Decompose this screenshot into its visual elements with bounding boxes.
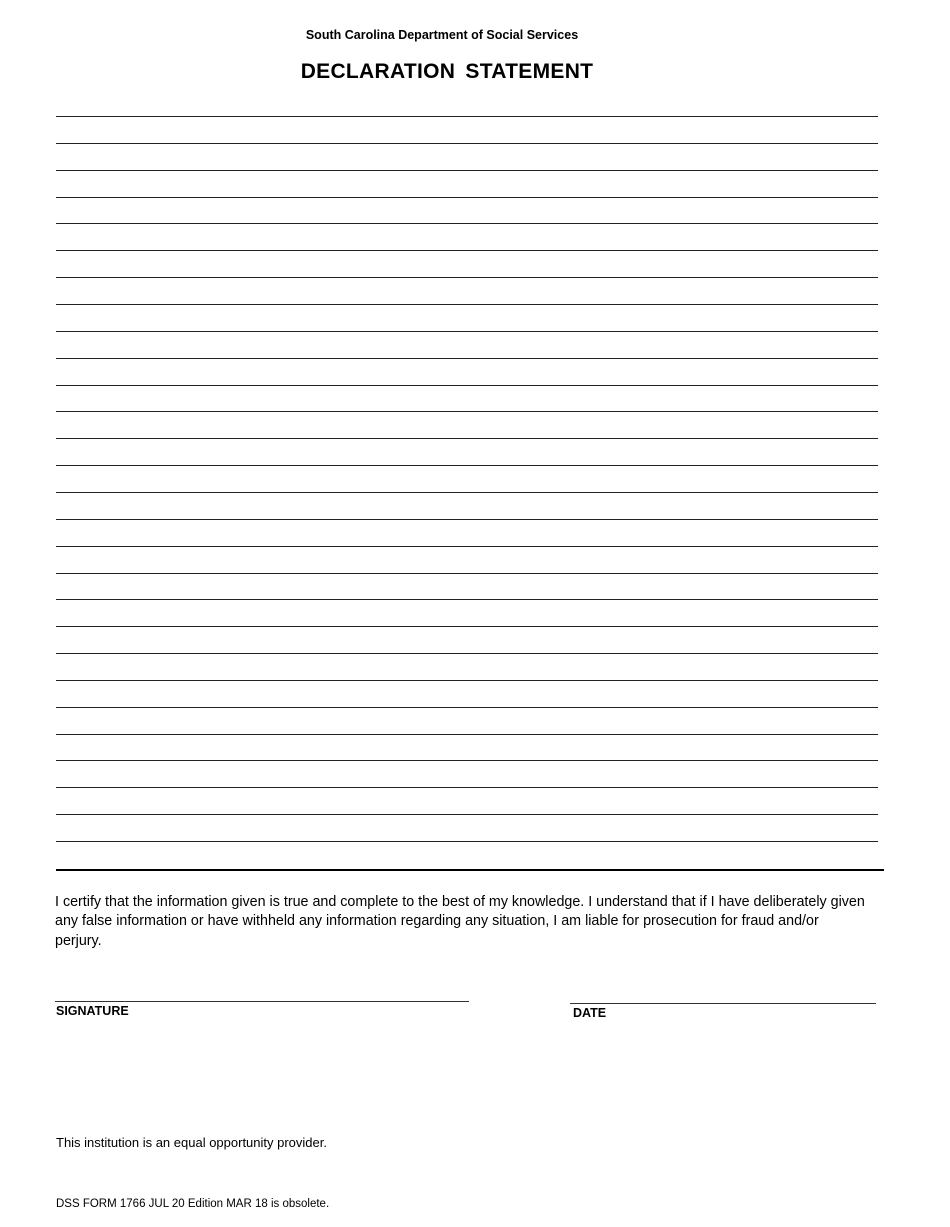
statement-line[interactable] xyxy=(56,358,878,359)
statement-line[interactable] xyxy=(56,143,878,144)
agency-name: South Carolina Department of Social Services xyxy=(305,28,579,42)
statement-line[interactable] xyxy=(56,438,878,439)
date-label: DATE xyxy=(573,1006,607,1020)
form-number: DSS FORM 1766 JUL 20 Edition MAR 18 is obsolete. xyxy=(56,1198,330,1210)
statement-line[interactable] xyxy=(56,546,878,547)
statement-line[interactable] xyxy=(56,626,878,627)
statement-line[interactable] xyxy=(56,304,878,305)
statement-line[interactable] xyxy=(56,787,878,788)
statement-line[interactable] xyxy=(56,599,878,600)
statement-line[interactable] xyxy=(56,250,878,251)
statement-line[interactable] xyxy=(56,465,878,466)
statement-line[interactable] xyxy=(56,760,878,761)
statement-line[interactable] xyxy=(56,734,878,735)
statement-line[interactable] xyxy=(56,814,878,815)
statement-line[interactable] xyxy=(56,277,878,278)
statement-line[interactable] xyxy=(56,680,878,681)
signature-label: SIGNATURE xyxy=(56,1004,129,1018)
statement-line[interactable] xyxy=(56,411,878,412)
statement-line[interactable] xyxy=(56,841,878,842)
signature-field[interactable] xyxy=(55,1001,469,1002)
statement-line[interactable] xyxy=(56,707,878,708)
page-title: DECLARATION STATEMENT xyxy=(300,60,594,83)
statement-line[interactable] xyxy=(56,573,878,574)
statement-line[interactable] xyxy=(56,116,878,117)
certification-text: I certify that the information given is true and complete to the best of my knowledge. I understand that if I have deliberately given any false information or have withheld any information regarding any situation, I am liable for prosecution for fraud and/or perjury. xyxy=(55,894,865,949)
statement-line[interactable] xyxy=(56,653,878,654)
date-field[interactable] xyxy=(570,1003,876,1004)
statement-line[interactable] xyxy=(56,492,878,493)
statement-line[interactable] xyxy=(56,331,878,332)
equal-opportunity-notice: This institution is an equal opportunity provider. xyxy=(56,1135,327,1150)
statement-line[interactable] xyxy=(56,197,878,198)
statement-line[interactable] xyxy=(56,519,878,520)
statement-line[interactable] xyxy=(56,170,878,171)
statement-bottom-rule xyxy=(56,869,884,871)
statement-line[interactable] xyxy=(56,223,878,224)
statement-line[interactable] xyxy=(56,385,878,386)
